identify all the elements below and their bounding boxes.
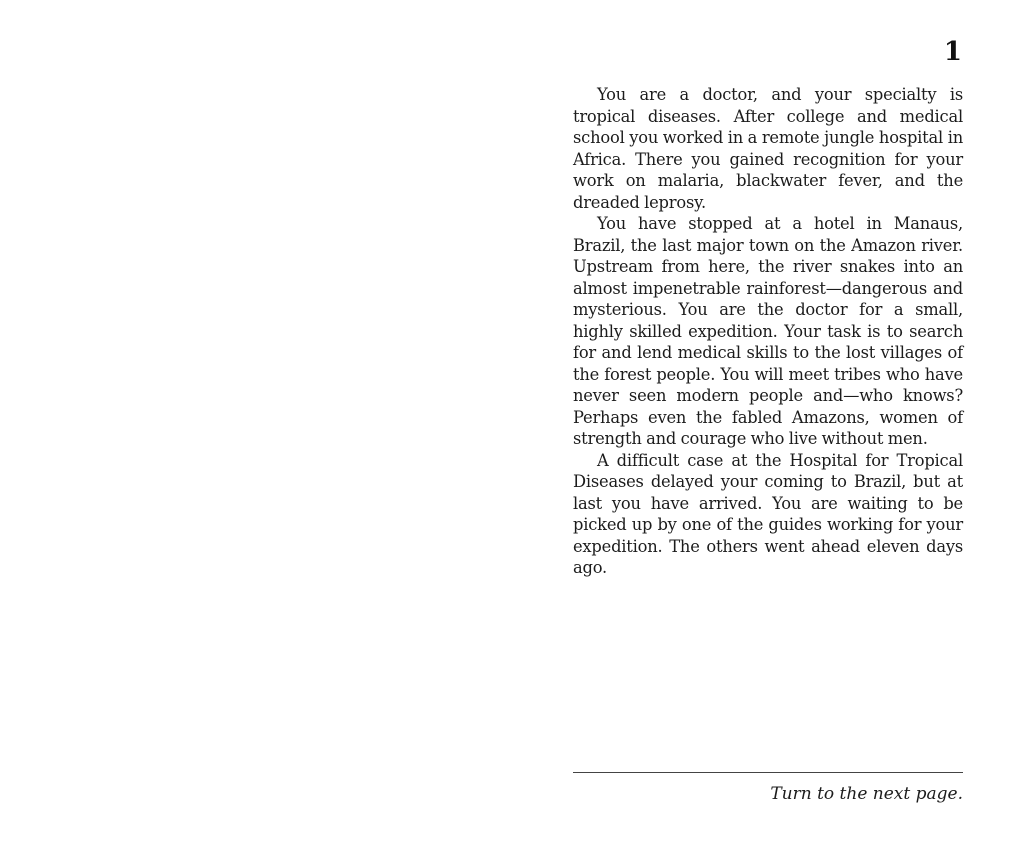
story-text	[573, 84, 963, 579]
page-number: 1	[943, 37, 962, 67]
footer-instruction: Turn to the next page.	[770, 784, 963, 804]
paragraph: You are a doctor, and your specialty is tropical diseases. After college and medical school you worked in a remote jungle hospital in Africa. There you gained recognition for your work on malaria, blackwater fever, and the dreaded leprosy.	[573, 85, 963, 212]
footer-divider	[573, 772, 963, 773]
paragraph: You have stopped at a hotel in Manaus, Brazil, the last major town on the Amazon river. Upstream from here, the river snakes into an almost impenetrable rainforest—dangerous and mysterious. You are the doctor for a small, highly skilled expedition. Your task is to search for and lend medical skills to the lost villages of the forest people. You will meet tribes who have never seen modern people and—who knows? Perhaps even the fabled Amazons, women of strength and courage who live without men.	[573, 214, 963, 448]
paragraph: A difficult case at the Hospital for Tropical Diseases delayed your coming to Brazil, but at last you have arrived. You are waiting to be picked up by one of the guides working for your expedition. The others went ahead eleven days ago.	[573, 450, 963, 577]
